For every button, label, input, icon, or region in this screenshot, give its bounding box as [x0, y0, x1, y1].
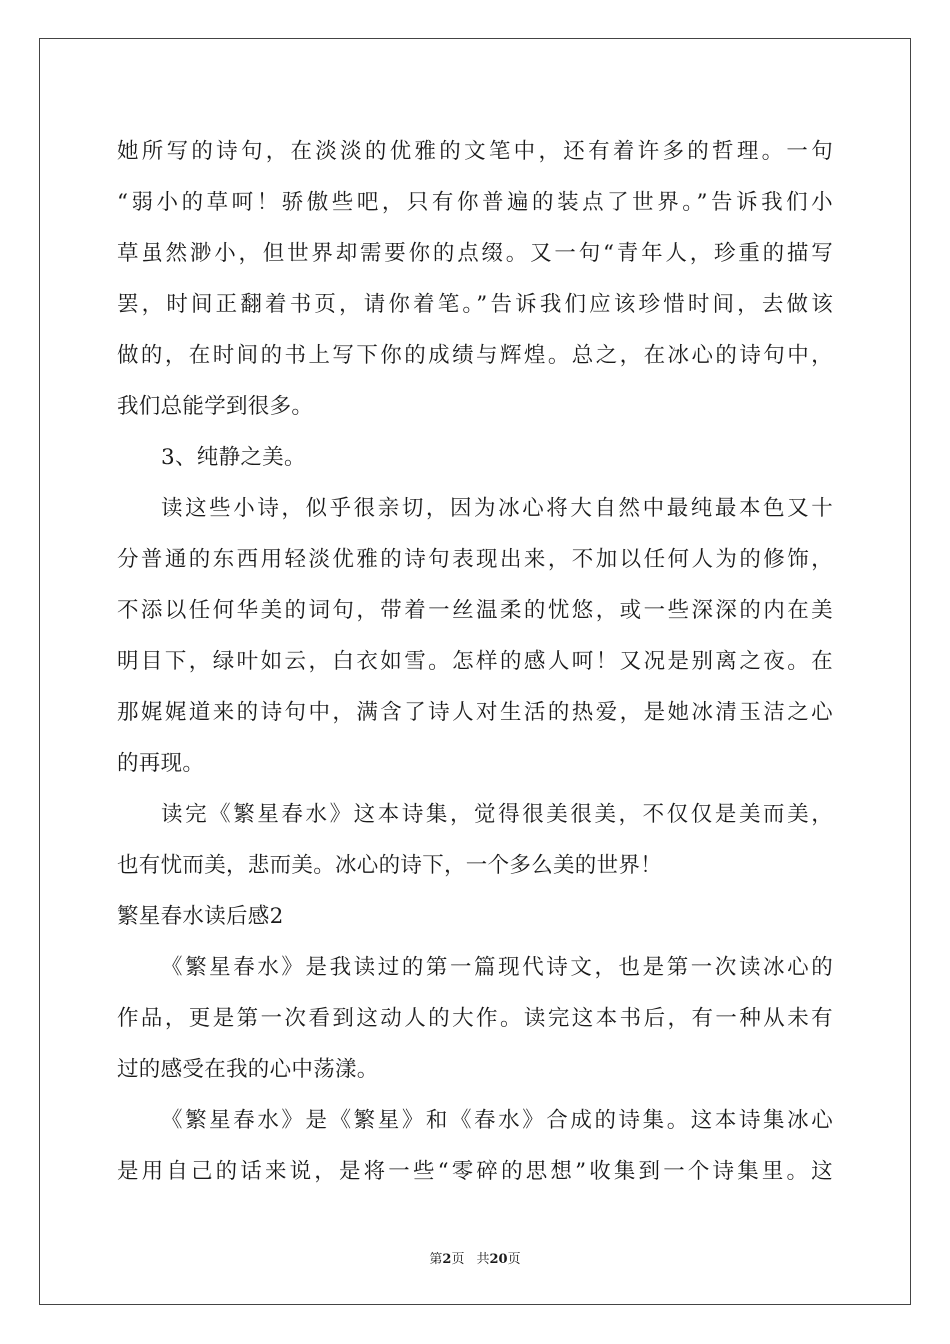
- total-page-count: 20: [489, 1252, 508, 1267]
- text-line: 草虽然渺小，但世界却需要你的点缀。又一句“青年人，珍重的描写: [117, 241, 833, 266]
- text-line: 我们总能学到很多。: [117, 394, 314, 419]
- text-line: 是用自己的话来说，是将一些“零碎的思想”收集到一个诗集里。这: [117, 1159, 833, 1184]
- page-footer: [0, 1248, 950, 1267]
- text-line: 作品，更是第一次看到这动人的大作。读完这本书后，有一种从未有: [117, 1006, 833, 1031]
- text-line: 做的，在时间的书上写下你的成绩与辉煌。总之，在冰心的诗句中，: [117, 343, 833, 368]
- section-subheading: 3、纯静之美。: [161, 445, 306, 470]
- page-suffix: 页: [451, 1252, 465, 1267]
- text-line: 过的感受在我的心中荡漾。: [117, 1057, 379, 1082]
- text-line: 分普通的东西用轻淡优雅的诗句表现出来，不加以任何人为的修饰，: [117, 547, 833, 572]
- text-line: “弱小的草呵！骄傲些吧，只有你普遍的装点了世界。”告诉我们小: [117, 190, 833, 215]
- text-line: 读这些小诗，似乎很亲切，因为冰心将大自然中最纯最本色又十: [161, 496, 833, 521]
- text-line: 《繁星春水》是《繁星》和《春水》合成的诗集。这本诗集冰心: [161, 1108, 833, 1133]
- text-line: 那娓娓道来的诗句中，满含了诗人对生活的热爱，是她冰清玉洁之心: [117, 700, 833, 725]
- text-line: 她所写的诗句，在淡淡的优雅的文笔中，还有着许多的哲理。一句: [117, 139, 833, 164]
- text-line: 不添以任何华美的词句，带着一丝温柔的忧悠，或一些深深的内在美: [117, 598, 833, 623]
- text-line: 《繁星春水》是我读过的第一篇现代诗文，也是第一次读冰心的: [161, 955, 833, 980]
- page-prefix: 第: [429, 1252, 443, 1267]
- text-line: 也有忧而美，悲而美。冰心的诗下，一个多么美的世界！: [117, 853, 663, 878]
- document-body: [117, 126, 833, 1197]
- text-line: 读完《繁星春水》这本诗集，觉得很美很美，不仅仅是美而美，: [161, 802, 833, 827]
- text-line: 的再现。: [117, 751, 205, 776]
- text-line: 罢，时间正翻着书页，请你着笔。”告诉我们应该珍惜时间，去做该: [117, 292, 833, 317]
- total-suffix: 页: [507, 1252, 521, 1267]
- text-line: 明目下，绿叶如云，白衣如雪。怎样的感人呵！又况是别离之夜。在: [117, 649, 833, 674]
- section-title: 繁星春水读后感2: [117, 904, 284, 929]
- current-page-number: 2: [442, 1252, 452, 1267]
- total-prefix: 共: [476, 1252, 490, 1267]
